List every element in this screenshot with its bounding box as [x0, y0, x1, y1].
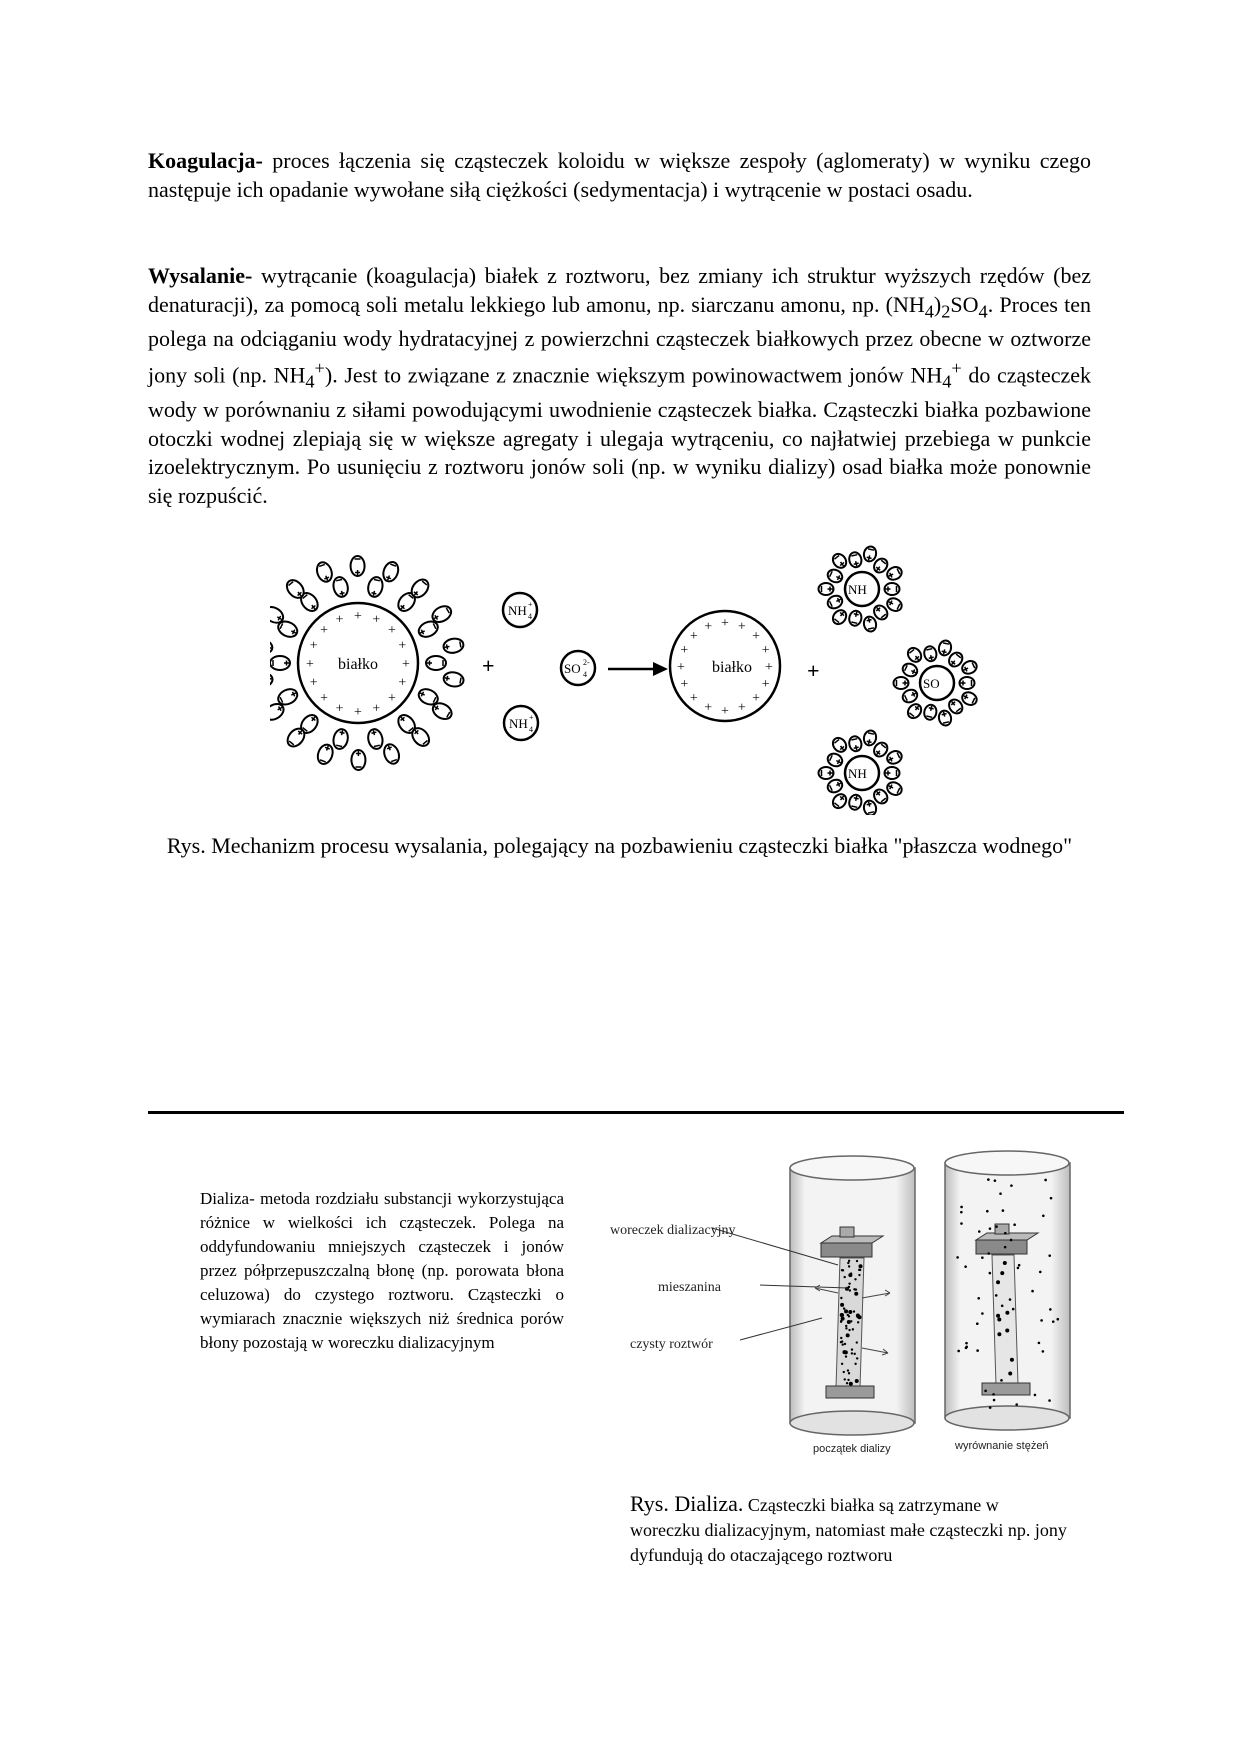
particle: [981, 1312, 984, 1315]
particle: [849, 1289, 851, 1291]
particle: [992, 1393, 995, 1396]
hydrated-sulfate-ion: [894, 639, 979, 726]
particle: [858, 1274, 860, 1276]
plus-sign: +: [482, 653, 495, 678]
particle: [965, 1342, 968, 1345]
ion-index: 4: [583, 670, 587, 679]
particle: [846, 1333, 850, 1337]
particle: [844, 1343, 846, 1345]
plus-sign: +: [807, 658, 820, 683]
water-molecule: [382, 742, 402, 766]
water-molecule: [819, 767, 834, 779]
charge: +: [752, 691, 761, 707]
charge: +: [737, 619, 746, 635]
particle: [964, 1265, 967, 1268]
concentration-equal-label: wyrównanie stężeń: [955, 1440, 1049, 1452]
particle: [845, 1325, 847, 1327]
water-molecule: [885, 749, 904, 766]
particle: [981, 1256, 984, 1259]
ion-label: NH: [509, 716, 528, 731]
bag-label: woreczek dializacyjny: [610, 1223, 736, 1238]
particle: [1015, 1403, 1018, 1406]
particle: [1038, 1342, 1041, 1345]
charge: +: [309, 675, 318, 691]
particle: [1048, 1254, 1051, 1257]
particle: [989, 1227, 992, 1230]
particle: [840, 1337, 842, 1339]
water-molecule: [830, 551, 849, 570]
figure2-caption: [630, 1491, 1070, 1568]
water-molecule: [905, 702, 924, 721]
particle: [853, 1353, 855, 1355]
water-molecule: [826, 751, 845, 768]
ion-charge: +: [528, 600, 533, 609]
particle: [996, 1314, 1000, 1318]
water-molecule: [901, 661, 920, 678]
charge: +: [354, 705, 362, 720]
particle: [1044, 1179, 1047, 1182]
ion-label: NH: [848, 766, 867, 781]
charge: +: [737, 700, 746, 716]
particle: [852, 1328, 854, 1330]
particle: [847, 1262, 849, 1264]
reaction-arrow: [608, 662, 668, 676]
water-molecule: [848, 610, 863, 627]
koagulacja-paragraph: [148, 147, 1091, 204]
particle: [1000, 1379, 1003, 1382]
particle: [1010, 1358, 1014, 1362]
water-molecule: [923, 704, 938, 721]
particle: [845, 1287, 849, 1291]
particle: [840, 1313, 844, 1317]
water-molecule: [885, 780, 904, 797]
particle: [1004, 1246, 1007, 1249]
pure-solution-label: czysty roztwór: [630, 1337, 713, 1352]
water-molecule: [826, 777, 845, 794]
particle: [1001, 1305, 1004, 1308]
particle: [848, 1372, 850, 1374]
particle: [847, 1369, 849, 1371]
ammonium-ion: [504, 706, 538, 740]
charge: +: [689, 628, 698, 644]
particle: [960, 1211, 963, 1214]
ion-charge: +: [529, 713, 534, 722]
particle: [856, 1341, 858, 1343]
particle: [840, 1320, 842, 1322]
water-molecule: [885, 583, 900, 595]
particle: [848, 1310, 852, 1314]
charge: +: [680, 676, 689, 692]
charge: +: [354, 609, 362, 624]
wysalanie-text-d: . Proces ten polega na odciąganiu wody hydratacyjnej z powierzchni cząsteczek białkowych przez obecne w oztworze jony soli (np. NH: [148, 291, 1091, 388]
particle: [856, 1260, 858, 1262]
ion-label: NH: [848, 582, 867, 597]
water-molecule: [905, 645, 924, 664]
water-molecule: [960, 659, 979, 676]
particle: [1005, 1328, 1009, 1332]
particle: [1018, 1264, 1021, 1267]
water-molecule: [960, 690, 979, 707]
particle: [843, 1307, 845, 1309]
water-molecule: [862, 729, 877, 746]
wysalanie-text-b: ): [933, 291, 942, 317]
charge: +: [320, 690, 329, 706]
water-molecule: [270, 638, 273, 655]
charge: +: [335, 612, 344, 628]
water-molecule: [826, 567, 845, 584]
particle: [1000, 1271, 1004, 1275]
particle: [844, 1309, 848, 1313]
particle: [841, 1340, 843, 1342]
particle: [1010, 1239, 1013, 1242]
charge: +: [402, 657, 410, 672]
particle: [846, 1382, 848, 1384]
subscript: 4: [305, 371, 315, 392]
wysalanie-text-f: do cząsteczek wody w porównaniu z siłami powodującymi uwodnienie cząsteczek białka. Cząsteczki białka pozbawione otoczki wodnej zlepiają się w większe agregaty i ulegaja wytrąceniu, co najłatwiej przebiega w punkcie izoelektrycznym. Po usunięciu z roztworu jonów soli (np. w wyniku dializy) osad białka może ponownie się rozpuścić.: [148, 362, 1092, 508]
particle: [996, 1280, 1000, 1284]
particle: [989, 1406, 992, 1409]
ion-index: 4: [528, 612, 532, 621]
koagulacja-definition: proces łączenia się cząsteczek koloidu w większe zespoły (aglomeraty) w wyniku czego następuje ich opadanie wywołane siłą ciężkości (sedymentacja) i wytrącenie w postaci osadu.: [148, 148, 1091, 202]
particle: [1009, 1298, 1012, 1301]
charge: +: [761, 676, 770, 692]
charge: +: [752, 628, 761, 644]
ion-charge: 2-: [583, 658, 590, 667]
particle: [1049, 1308, 1052, 1311]
particle: [1002, 1209, 1005, 1212]
charge: +: [309, 638, 318, 654]
particle: [847, 1314, 849, 1316]
subscript: 4: [978, 300, 988, 321]
particle: [1052, 1320, 1055, 1323]
particle: [841, 1363, 843, 1365]
particle: [854, 1363, 856, 1365]
wysalanie-text-a: wytrącanie (koagulacja) białek z roztworu, bez zmiany ich struktur wyższych rzędów (bez denaturacji), za pomocą soli metalu lekkiego lub amonu, np. siarczanu amonu, np. (NH: [148, 263, 1091, 317]
water-molecule: [830, 792, 849, 811]
figure2-caption-head: Rys. Dializa.: [630, 1491, 744, 1516]
particle: [857, 1321, 859, 1323]
particle: [977, 1297, 980, 1300]
charge: +: [372, 612, 381, 628]
particle: [995, 1225, 998, 1228]
wysalanie-term: Wysalanie-: [148, 263, 253, 288]
charge: +: [680, 643, 689, 659]
water-molecule: [315, 743, 335, 767]
particle: [844, 1378, 846, 1380]
particle: [960, 1222, 963, 1225]
charge: +: [765, 660, 773, 675]
dialysis-diagram: [600, 1148, 1080, 1448]
water-molecule: [366, 728, 384, 751]
water-molecule: [848, 794, 863, 811]
charge: +: [704, 619, 713, 635]
particle: [1013, 1223, 1016, 1226]
particle: [960, 1206, 963, 1209]
charge: +: [761, 643, 770, 659]
wysalanie-text-e: ). Jest to związane z znacznie większym powinowactwem jonów NH: [324, 362, 943, 388]
particle: [850, 1272, 852, 1274]
wysalanie-text-c: SO: [950, 291, 979, 317]
dialysis-definition: Dializa- metoda rozdziału substancji wykorzystująca różnice w wielkości ich cząsteczek. Polega na oddyfundowaniu mniejszych cząsteczek i jonów przez półprzepuszczalną błonę (np. porowata błona celuzowa) do czystego roztworu. Cząsteczki o wymiarach znacznie większych niż średnica porów błony pozostają w woreczku dializacyjnym: [200, 1189, 564, 1352]
particle: [1042, 1215, 1045, 1218]
subscript: 2: [941, 300, 951, 321]
charge: +: [677, 660, 685, 675]
water-molecule: [937, 639, 952, 656]
particle: [995, 1294, 998, 1297]
particle: [997, 1332, 1001, 1336]
water-molecule: [830, 735, 849, 754]
hydrated-ammonium-ion: [819, 729, 904, 815]
particle: [850, 1383, 852, 1385]
particle: [859, 1264, 863, 1268]
particle: [847, 1379, 849, 1381]
particle: [989, 1272, 992, 1275]
water-molecule: [885, 596, 904, 613]
water-molecule: [351, 556, 365, 576]
koagulacja-term: Koagulacja-: [148, 148, 263, 173]
particle: [845, 1355, 847, 1357]
ion-label: NH: [508, 603, 527, 618]
ion-index: 4: [529, 725, 533, 734]
particle: [1034, 1394, 1037, 1397]
water-molecule: [901, 687, 920, 704]
particle: [851, 1348, 853, 1350]
particle: [1017, 1267, 1020, 1270]
particle: [1010, 1184, 1013, 1187]
water-molecule: [848, 551, 863, 568]
particle: [999, 1192, 1002, 1195]
water-molecule: [443, 671, 465, 688]
water-molecule: [830, 608, 849, 627]
particle: [987, 1252, 990, 1255]
particle: [993, 1399, 996, 1402]
section-divider: [148, 1111, 1124, 1114]
water-molecule: [894, 677, 909, 689]
water-molecule: [885, 767, 900, 779]
particle: [1005, 1311, 1009, 1315]
particle: [854, 1292, 858, 1296]
particle: [855, 1379, 859, 1383]
particle: [976, 1322, 979, 1325]
hydrated-ammonium-ion: [819, 545, 904, 632]
particle: [851, 1352, 853, 1354]
charge: +: [721, 704, 729, 719]
particle: [1003, 1261, 1007, 1265]
water-molecule: [270, 672, 274, 689]
particle: [840, 1297, 842, 1299]
particle: [986, 1210, 989, 1213]
water-molecule: [332, 728, 350, 751]
particle: [994, 1179, 997, 1182]
particle: [845, 1327, 847, 1329]
particle: [853, 1310, 855, 1312]
particle: [844, 1276, 846, 1278]
figure1-caption: Rys. Mechanizm procesu wysalania, polegający na pozbawieniu cząsteczki białka "płaszcza wodnego": [166, 833, 1073, 858]
particle: [1050, 1197, 1053, 1200]
wysalanie-paragraph: [148, 262, 1091, 510]
particle: [855, 1288, 857, 1290]
water-molecule: [826, 593, 845, 610]
salting-out-diagram: [270, 545, 990, 815]
water-molecule: [381, 560, 401, 584]
particle: [840, 1303, 844, 1307]
dialysis-start-label: początek dializy: [813, 1443, 891, 1455]
water-molecule: [848, 735, 863, 752]
charge: +: [721, 616, 729, 631]
particle: [1042, 1350, 1045, 1353]
water-molecule: [862, 799, 877, 815]
charge: +: [704, 700, 713, 716]
water-molecule: [960, 677, 975, 689]
water-molecule: [862, 545, 877, 562]
particle: [859, 1269, 861, 1271]
particle: [856, 1357, 858, 1359]
particle: [984, 1390, 987, 1393]
superscript: +: [314, 357, 325, 378]
charge: +: [398, 638, 407, 654]
particle: [956, 1256, 959, 1259]
particle: [987, 1178, 990, 1181]
water-molecule: [937, 709, 952, 726]
beaker-start: [790, 1156, 915, 1435]
charge: +: [387, 623, 396, 639]
particle: [848, 1282, 850, 1284]
particle: [842, 1269, 844, 1271]
particle: [856, 1314, 860, 1318]
ion-label: SO: [923, 676, 940, 691]
protein-label: białko: [338, 656, 378, 673]
particle: [844, 1350, 848, 1354]
subscript: 4: [942, 371, 952, 392]
particle: [854, 1278, 856, 1280]
particle: [1012, 1308, 1015, 1311]
particle: [978, 1230, 981, 1233]
sulfate-ion: [561, 651, 595, 685]
particle: [842, 1343, 844, 1345]
water-molecule: [862, 615, 877, 632]
particle: [965, 1345, 968, 1348]
water-molecule: [885, 565, 904, 582]
water-molecule: [270, 656, 290, 670]
water-molecule: [426, 656, 446, 670]
particle: [957, 1350, 960, 1353]
water-molecule: [314, 560, 334, 584]
particle: [848, 1265, 850, 1267]
particle: [1031, 1290, 1034, 1293]
water-molecule: [366, 576, 384, 599]
particle: [976, 1349, 979, 1352]
charge: +: [306, 657, 314, 672]
ammonium-ion: [503, 593, 537, 627]
subscript: 4: [924, 300, 934, 321]
water-molecule: [332, 576, 350, 599]
particle: [847, 1320, 851, 1324]
figure2-caption-body: Cząsteczki białka są zatrzymane w woreczku dializacyjnym, natomiast małe cząsteczki np. jony dyfundują do otaczającego roztworu: [630, 1495, 1067, 1565]
water-molecule: [351, 750, 365, 770]
charge: +: [689, 691, 698, 707]
particle: [1040, 1319, 1043, 1322]
particle: [1039, 1271, 1042, 1274]
beaker-equilibrium: [945, 1151, 1070, 1430]
water-molecule: [819, 583, 834, 595]
particle: [1008, 1371, 1012, 1375]
particle: [997, 1318, 1001, 1322]
mixture-label: mieszanina: [658, 1280, 721, 1295]
water-molecule: [442, 637, 464, 654]
superscript: +: [951, 357, 962, 378]
charge: +: [398, 675, 407, 691]
particle: [848, 1260, 850, 1262]
charge: +: [387, 690, 396, 706]
charge: +: [372, 701, 381, 717]
water-molecule: [923, 645, 938, 662]
charge: +: [335, 701, 344, 717]
ion-label: SO: [564, 661, 581, 676]
particle: [843, 1371, 845, 1373]
particle: [848, 1329, 850, 1331]
charge: +: [320, 623, 329, 639]
particle: [1056, 1318, 1059, 1321]
protein-label: białko: [712, 659, 752, 676]
particle: [1048, 1399, 1051, 1402]
particle: [1004, 1232, 1007, 1235]
